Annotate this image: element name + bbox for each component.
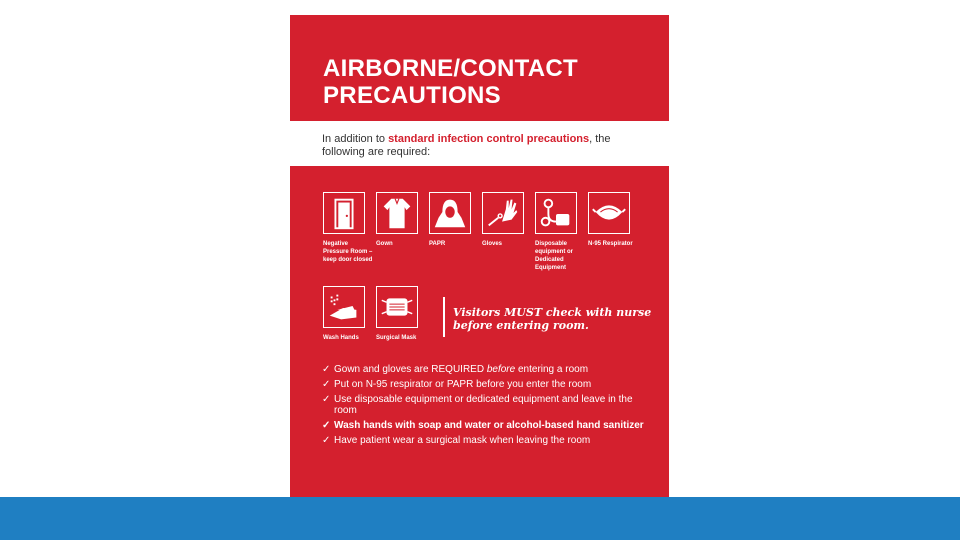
icon-label-door: Negative Pressure Room – keep door closed — [323, 241, 373, 263]
check-icon: ✓ — [322, 364, 331, 375]
requirement-text-end: entering a room — [515, 364, 589, 375]
check-icon: ✓ — [322, 435, 331, 446]
intro-band — [290, 121, 669, 166]
requirement-emphasis: before — [486, 364, 516, 375]
requirement-item — [322, 364, 657, 375]
check-icon: ✓ — [322, 379, 331, 390]
visitor-divider — [443, 297, 445, 337]
requirement-item — [322, 394, 657, 416]
icon-label-gown: Gown — [376, 241, 393, 247]
precautions-poster — [290, 15, 669, 525]
intro-prefix: In addition to — [322, 133, 389, 145]
icon-label-surgical-mask: Surgical Mask — [376, 335, 417, 341]
gloves-icon — [482, 192, 524, 234]
gown-icon — [376, 192, 418, 234]
check-icon: ✓ — [322, 394, 331, 405]
papr-icon — [429, 192, 471, 234]
requirement-item — [322, 379, 657, 390]
intro-emphasis: standard infection control precautions — [388, 133, 590, 145]
intro-suffix: , the following are required: — [322, 133, 611, 158]
visitors-notice: Visitors MUST check with nurse before entering room. — [453, 306, 652, 332]
door-icon — [323, 192, 365, 234]
requirement-text: Wash hands with soap and water or alcohol-based hand sanitizer — [334, 420, 644, 431]
check-icon: ✓ — [322, 420, 331, 431]
poster-title — [323, 55, 663, 109]
icon-label-papr: PAPR — [429, 241, 446, 247]
surgical-mask-icon — [376, 286, 418, 328]
n95-respirator-icon — [588, 192, 630, 234]
icon-label-equipment: Disposable equipment or Dedicated Equipment — [535, 241, 574, 271]
icon-label-gloves: Gloves — [482, 241, 503, 247]
title-line-1: AIRBORNE/CONTACT — [323, 55, 579, 82]
requirement-item — [322, 420, 657, 431]
requirements-list — [322, 364, 657, 450]
icon-label-n95: N-95 Respirator — [588, 241, 633, 247]
wash-hands-icon — [323, 286, 365, 328]
footer-bar — [0, 497, 960, 540]
requirement-text: Gown and gloves are REQUIRED — [334, 364, 487, 375]
intro-text — [322, 133, 652, 159]
equipment-icon — [535, 192, 577, 234]
title-line-2: PRECAUTIONS — [323, 82, 501, 109]
requirement-text: Use disposable equipment or dedicated equipment and leave in the room — [334, 394, 633, 416]
requirement-text: Put on N-95 respirator or PAPR before you enter the room — [334, 379, 592, 390]
requirement-item — [322, 435, 657, 446]
icon-label-wash-hands: Wash Hands — [323, 335, 359, 341]
requirement-text: Have patient wear a surgical mask when leaving the room — [334, 435, 591, 446]
